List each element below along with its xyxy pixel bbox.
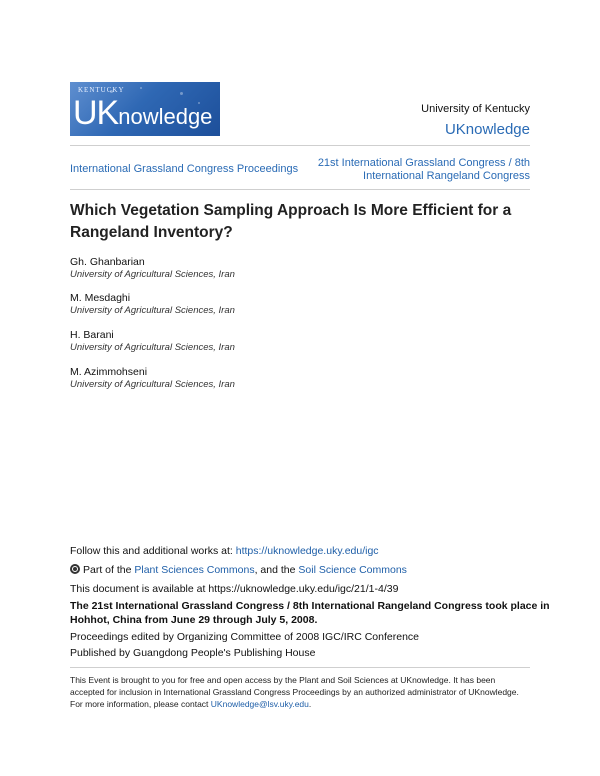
university-name: University of Kentucky bbox=[421, 103, 530, 115]
edited-by-line: Proceedings edited by Organizing Committee of 2008 IGC/IRC Conference bbox=[70, 631, 420, 643]
follow-line: Follow this and additional works at: https://uknowledge.uky.edu/igc bbox=[70, 545, 379, 557]
author-name: M. Azimmohseni bbox=[70, 366, 148, 378]
breadcrumb-congress[interactable]: 21st International Grassland Congress / 8th International Rangeland Congress bbox=[317, 157, 530, 182]
author-name: H. Barani bbox=[70, 329, 114, 341]
header-divider bbox=[70, 145, 530, 146]
author-name: M. Mesdaghi bbox=[70, 292, 131, 304]
author-affiliation: University of Agricultural Sciences, Iran bbox=[70, 342, 235, 353]
author-affiliation: University of Agricultural Sciences, Iran bbox=[70, 269, 235, 280]
author-affiliation: University of Agricultural Sciences, Iran bbox=[70, 305, 235, 316]
logo-wordmark: UKnowledge bbox=[73, 94, 213, 132]
part-of-line: Part of the Plant Sciences Commons, and the Soil Science Commons bbox=[70, 564, 407, 576]
author-affiliation: University of Agricultural Sciences, Iran bbox=[70, 379, 235, 390]
plant-sciences-commons-link[interactable]: Plant Sciences Commons bbox=[134, 564, 255, 576]
gear-icon bbox=[70, 564, 80, 574]
logo-kentucky-text: KENTUCKY bbox=[78, 86, 125, 94]
access-notice: This Event is brought to you for free and open access by the Plant and Soil Sciences at UKnowledge. It has been accepted for inclusion in International Grassland Congress Proceedings by an authorized administrator of UKnowledge. For more information, please contact UKnowledge@lsv.uky.edu. bbox=[70, 675, 519, 709]
contact-email-link[interactable]: UKnowledge@lsv.uky.edu bbox=[210, 699, 309, 709]
soil-science-commons-link[interactable]: Soil Science Commons bbox=[298, 564, 407, 576]
congress-line: Hohhot, China from June 29 through July 5, 2008. bbox=[70, 614, 318, 626]
published-by-line: Published by Guangdong People's Publishing House bbox=[70, 647, 316, 659]
uknowledge-logo[interactable] bbox=[70, 82, 220, 136]
breadcrumb-proceedings[interactable]: International Grassland Congress Proceedings bbox=[70, 163, 299, 175]
uknowledge-link[interactable]: UKnowledge bbox=[444, 121, 530, 138]
breadcrumb-divider bbox=[70, 189, 530, 190]
paper-title: Which Vegetation Sampling Approach Is More Efficient for a Rangeland Inventory? bbox=[70, 202, 512, 241]
notice-divider bbox=[70, 667, 530, 668]
availability-line: This document is available at https://uknowledge.uky.edu/igc/21/1-4/39 bbox=[70, 583, 399, 595]
congress-line: The 21st International Grassland Congress / 8th International Rangeland Congress took place in bbox=[70, 600, 550, 612]
author-name: Gh. Ghanbarian bbox=[70, 256, 145, 268]
follow-link[interactable]: https://uknowledge.uky.edu/igc bbox=[235, 545, 379, 557]
